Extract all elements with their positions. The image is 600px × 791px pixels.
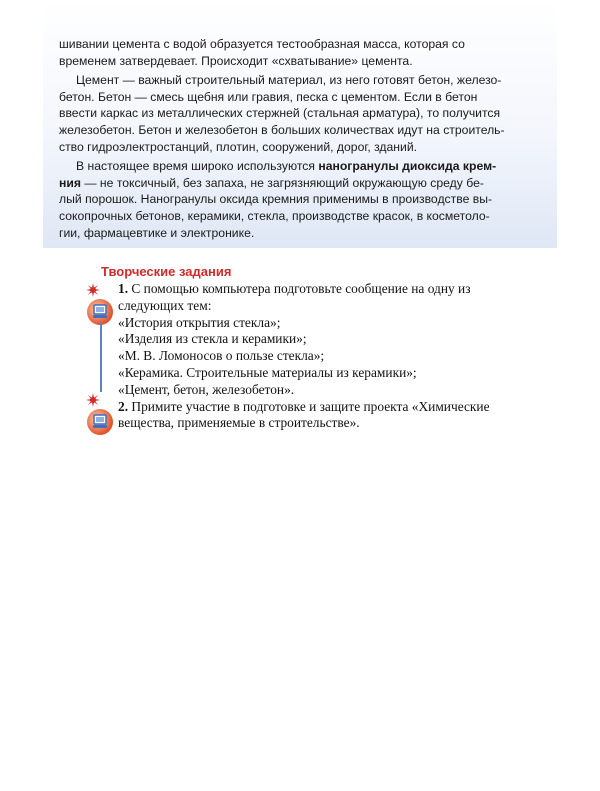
- text-line: [118, 399, 544, 416]
- task-2-text: [118, 399, 544, 433]
- text-run: С помощью компьютера подготовьте сообщение на одну из: [128, 281, 471, 296]
- task-2: [118, 399, 544, 433]
- bold-term: наногранулы диоксида крем-: [318, 159, 497, 174]
- text-line: [59, 175, 543, 192]
- info-paragraph-1: [59, 36, 543, 69]
- task-1: [118, 281, 544, 399]
- text-line: вещества, применяемые в строительстве».: [118, 415, 360, 431]
- text-run: — не токсичный, без запаха, не загрязняющий окружающую среду бе-: [80, 175, 484, 190]
- task-1-text: [118, 281, 544, 399]
- text-line: лый порошок. Наногранулы оксида кремния применимы в производстве вы-: [59, 192, 493, 207]
- info-paragraph-3: [59, 158, 543, 241]
- text-line: ство гидроэлектростанций, плотин, сооружений, дорог, зданий.: [59, 139, 418, 154]
- text-line: бетон. Бетон — смесь щебня или гравия, песка с цементом. Если в бетон: [59, 89, 478, 104]
- topic-item: «Изделия из стекла и керамики»;: [118, 331, 307, 347]
- text-line: железобетон. Бетон и железобетон в больших количествах идут на строитель-: [59, 122, 505, 137]
- task-number: 1.: [118, 281, 129, 296]
- text-line: временем затвердевает. Происходит «схватывание» цемента.: [59, 53, 413, 68]
- topic-item: «Керамика. Строительные материалы из керамики»;: [118, 364, 417, 380]
- text-line: гии, фармацевтике и электронике.: [59, 225, 255, 240]
- section-title: Творческие задания: [101, 264, 232, 279]
- text-line: сокопрочных бетонов, керамики, стекла, производстве красок, в косметоло-: [59, 208, 490, 223]
- text-run: В настоящее время широко используются: [76, 159, 319, 174]
- bold-term: ния: [59, 175, 81, 190]
- bracket-line: [100, 322, 102, 392]
- text-line: шивании цемента с водой образуется тестообразная масса, которая со: [59, 37, 465, 51]
- text-line: [59, 158, 543, 175]
- topic-item: «История открытия стекла»;: [118, 314, 281, 330]
- text-line: Цемент — важный строительный материал, из него готовят бетон, железо-: [76, 73, 502, 88]
- text-line: [118, 281, 544, 298]
- text-line: ввести каркас из металлических стержней (стальная арматура), то получится: [59, 106, 501, 121]
- topic-item: «М. В. Ломоносов о пользе стекла»;: [118, 348, 325, 364]
- task-number: 2.: [118, 398, 129, 414]
- info-box: [43, 0, 557, 248]
- info-paragraph-2: [59, 72, 543, 155]
- creative-tasks: [118, 281, 544, 432]
- text-run: Примите участие в подготовке и защите проекта «Химические: [128, 398, 490, 414]
- topic-item: «Цемент, бетон, железобетон».: [118, 381, 295, 397]
- text-line: следующих тем:: [118, 297, 212, 313]
- computer-icon: [84, 407, 116, 441]
